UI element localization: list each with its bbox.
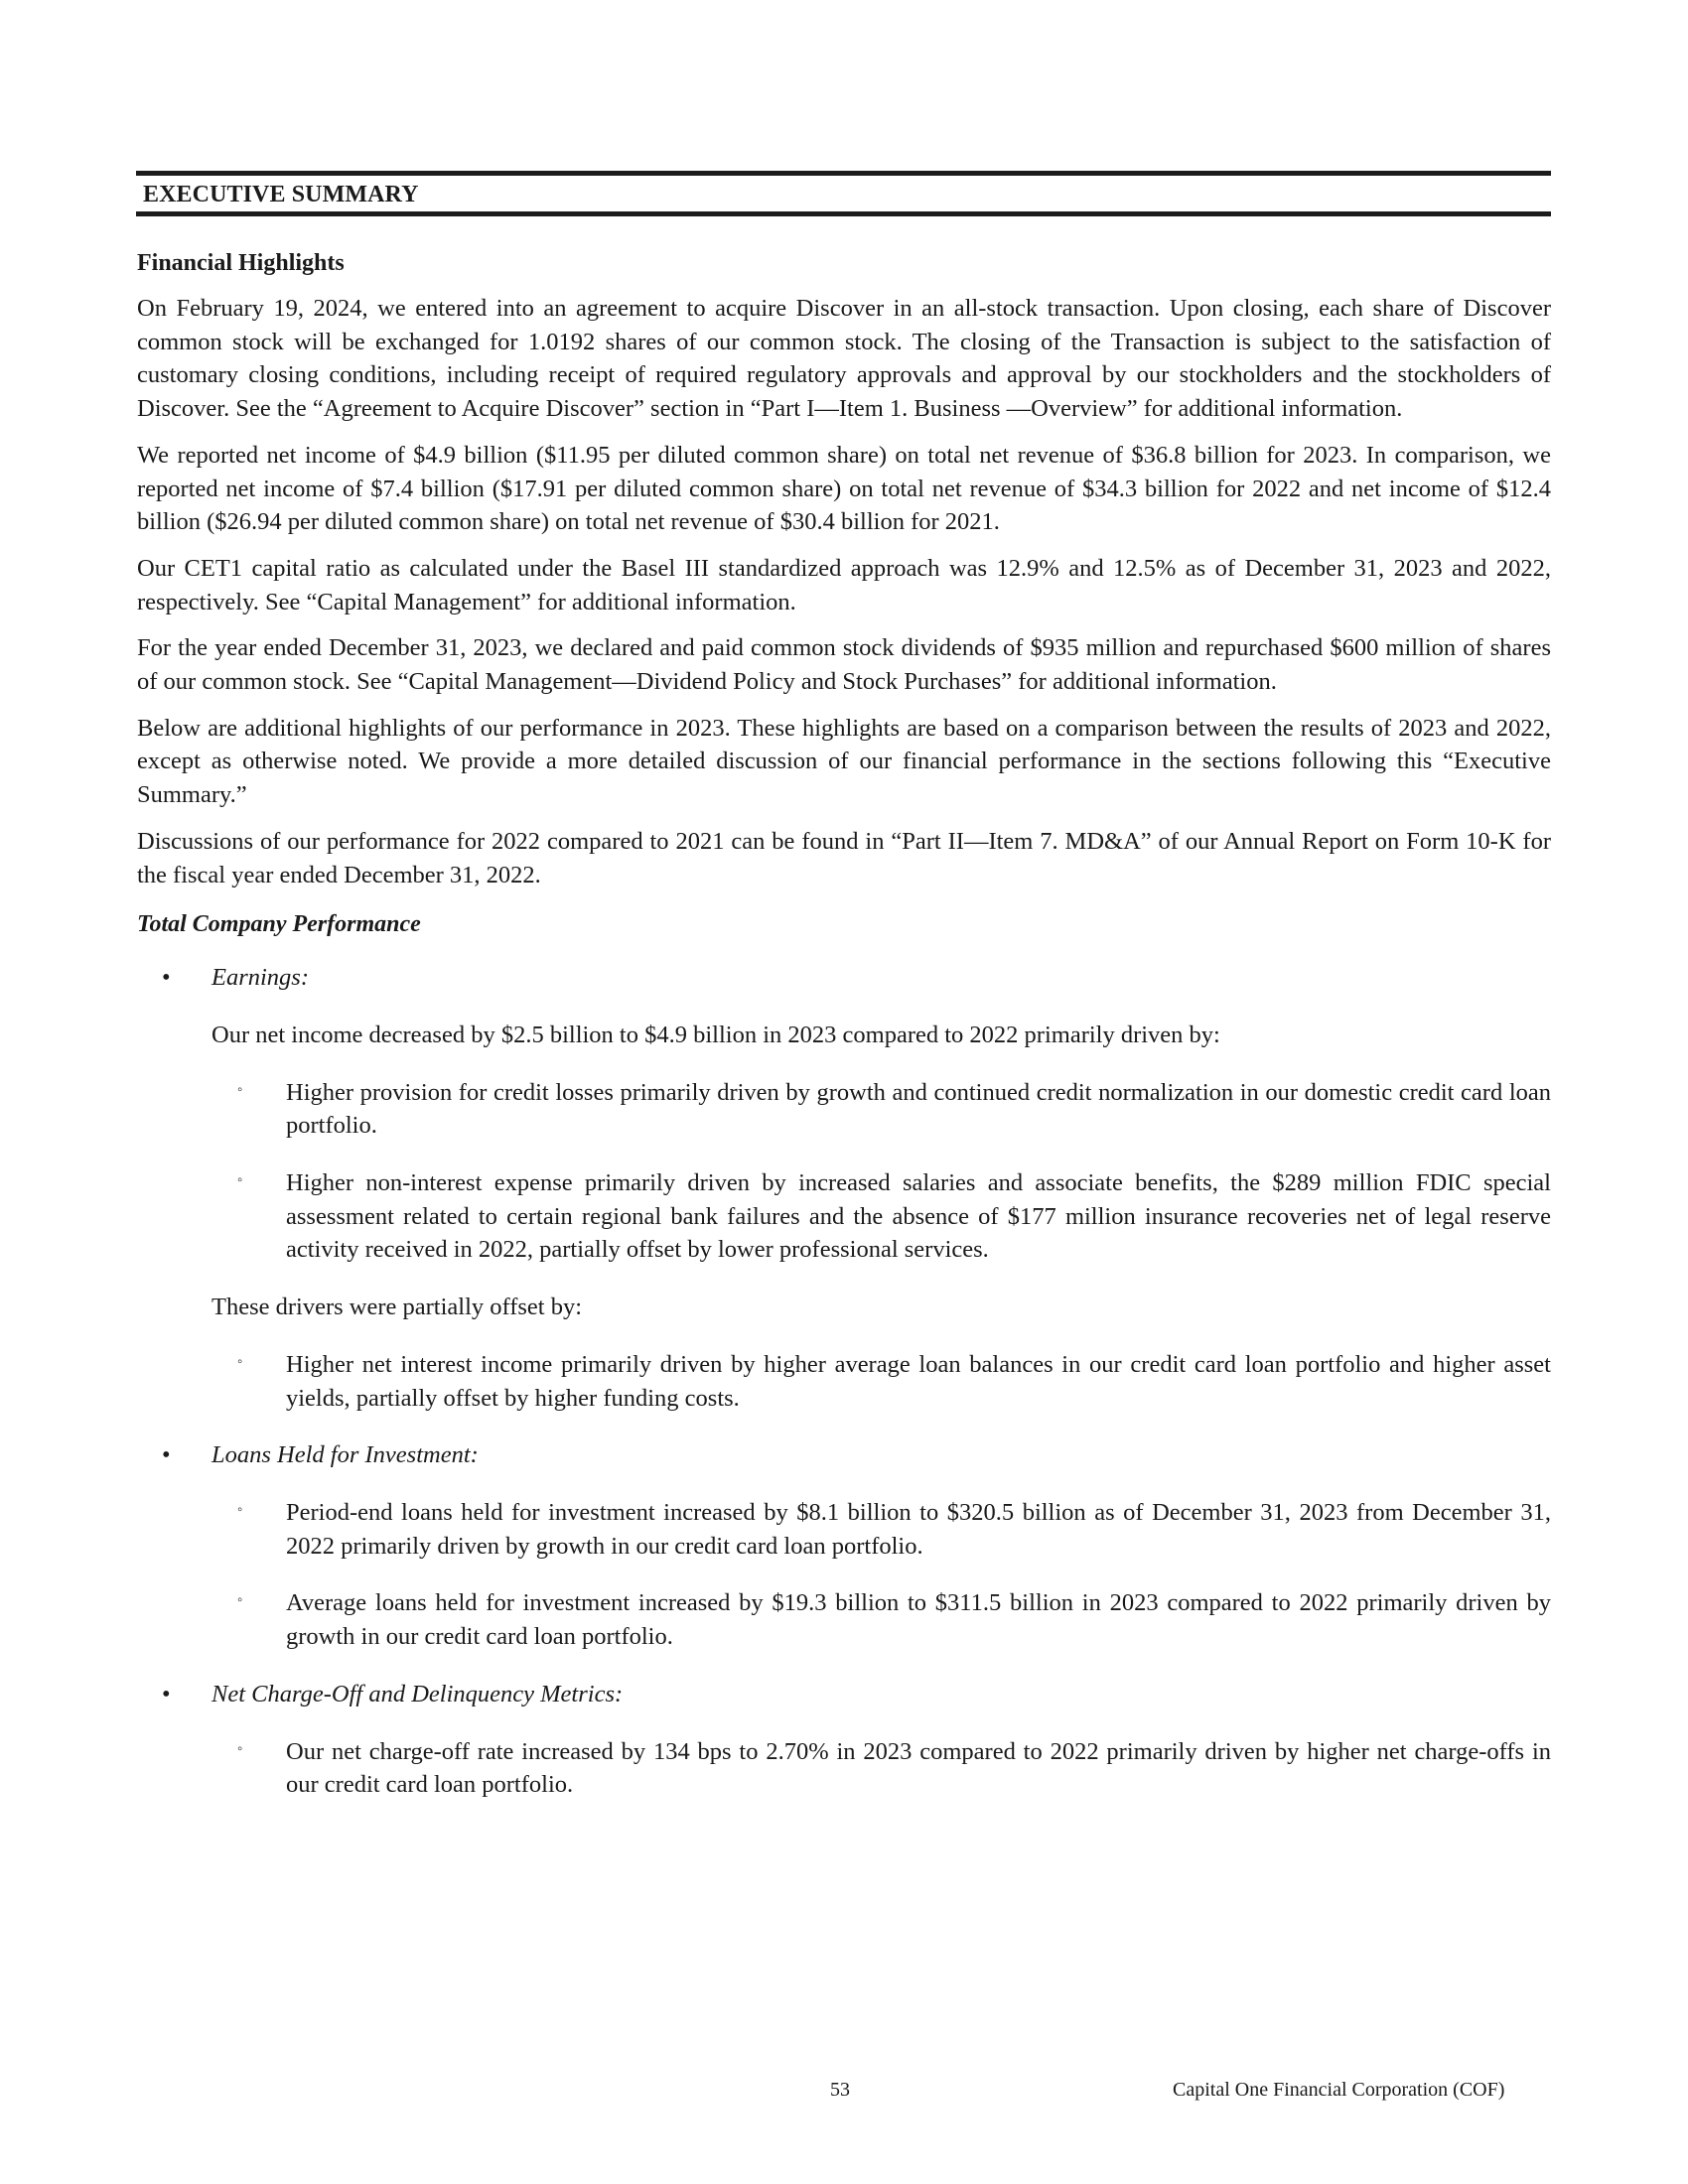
paragraph-dividends: For the year ended December 31, 2023, we declared and paid common stock dividends of $935 million and repurchased $600 million of shares of our common stock. See “Capital Management—Dividend Policy and Stock Purchases” for additional information. — [137, 634, 1551, 696]
bullet-earnings — [137, 961, 1551, 995]
sub-bullet-text: Average loans held for investment increased by $19.3 billion to $311.5 billion in 2023 compared to 2022 primarily driven by growth in our credit card loan portfolio. — [286, 1589, 1551, 1651]
sub-bullet-text: Higher non-interest expense primarily driven by increased salaries and associate benefits, the $289 million FDIC special assessment related to certain regional bank failures and the absence of $177 million insurance recoveries net of legal reserve activity received in 2022, partially offset by lower professional services. — [286, 1169, 1551, 1264]
sub-bullet-icon: ◦ — [237, 1740, 243, 1757]
sub-bullet-icon: ◦ — [237, 1592, 243, 1609]
paragraph-cet1-ratio: Our CET1 capital ratio as calculated under the Basel III standardized approach was 12.9% and 12.5% as of December 31, 2023 and 2022, respectively. See “Capital Management” for additional information. — [137, 554, 1551, 615]
section-rule-top — [136, 171, 1551, 176]
bullet-icon: • — [162, 1680, 171, 1707]
sub-bullet-icon: ◦ — [237, 1081, 243, 1098]
sub-bullet-icon: ◦ — [237, 1353, 243, 1370]
sub-bullet-item — [137, 1586, 1551, 1653]
bullet-icon: • — [162, 1441, 171, 1469]
sub-bullet-icon: ◦ — [237, 1172, 243, 1189]
paragraph-discover-agreement: On February 19, 2024, we entered into an agreement to acquire Discover in an all-stock transaction. Upon closing, each share of Discover common stock will be exchanged for 1.0192 shares of our common stock. The closing of the Transaction is subject to the satisfaction of customary closing conditions, including receipt of required regulatory approvals and approval by our stockholders and the stockholders of Discover. See the “Agreement to Acquire Discover” section in “Part I—Item 1. Business —Overview” for additional information. — [137, 295, 1551, 423]
sub-bullet-icon: ◦ — [237, 1501, 243, 1518]
page-number: 53 — [830, 2079, 850, 2101]
footer-company-name: Capital One Financial Corporation (COF) — [1173, 2079, 1505, 2101]
paragraph-additional-highlights: Below are additional highlights of our performance in 2023. These highlights are based on a comparison between the results of 2023 and 2022, except as otherwise noted. We provide a more detailed discussion of our financial performance in the sections following this “Executive Summary.” — [137, 714, 1551, 809]
section-title: EXECUTIVE SUMMARY — [143, 182, 419, 207]
earnings-intro: Our net income decreased by $2.5 billion to $4.9 billion in 2023 compared to 2022 primarily driven by: — [211, 1021, 1220, 1048]
sub-bullet-text: Higher provision for credit losses primarily driven by growth and continued credit normalization in our domestic credit card loan portfolio. — [286, 1078, 1551, 1140]
paragraph-prior-year-discussion: Discussions of our performance for 2022 compared to 2021 can be found in “Part II—Item 7. MD&A” of our Annual Report on Form 10-K for the fiscal year ended December 31, 2022. — [137, 827, 1551, 888]
bullet-label: Loans Held for Investment: — [211, 1441, 479, 1469]
sub-bullet-text: Higher net interest income primarily driven by higher average loan balances in our credit card loan portfolio and higher asset yields, partially offset by higher funding costs. — [286, 1350, 1551, 1412]
bullet-net-charge-off — [137, 1678, 1551, 1711]
total-company-performance-heading: Total Company Performance — [137, 911, 421, 938]
content — [137, 246, 1551, 1826]
earnings-offset-intro: These drivers were partially offset by: — [211, 1294, 583, 1321]
financial-highlights-heading: Financial Highlights — [137, 250, 345, 276]
sub-bullet-item — [137, 1166, 1551, 1267]
bullet-label: Net Charge-Off and Delinquency Metrics: — [211, 1680, 624, 1707]
sub-bullet-item — [137, 1076, 1551, 1143]
sub-bullet-item — [137, 1348, 1551, 1415]
sub-bullet-item — [137, 1735, 1551, 1802]
bullet-label: Earnings: — [211, 964, 309, 992]
sub-bullet-text: Our net charge-off rate increased by 134 bps to 2.70% in 2023 compared to 2022 primarily driven by higher net charge-offs in our credit card loan portfolio. — [286, 1737, 1551, 1799]
bullet-icon: • — [162, 964, 171, 992]
sub-bullet-item — [137, 1496, 1551, 1563]
paragraph-net-income: We reported net income of $4.9 billion ($11.95 per diluted common share) on total net revenue of $36.8 billion for 2023. In comparison, we reported net income of $7.4 billion ($17.91 per diluted common share) on total net revenue of $34.3 billion for 2022 and net income of $12.4 billion ($26.94 per diluted common share) on total net revenue of $30.4 billion for 2021. — [137, 441, 1551, 536]
sub-bullet-text: Period-end loans held for investment increased by $8.1 billion to $320.5 billion as of December 31, 2023 from December 31, 2022 primarily driven by growth in our credit card loan portfolio. — [286, 1498, 1551, 1560]
bullet-loans-held-for-investment — [137, 1438, 1551, 1472]
section-rule-bottom — [136, 211, 1551, 216]
